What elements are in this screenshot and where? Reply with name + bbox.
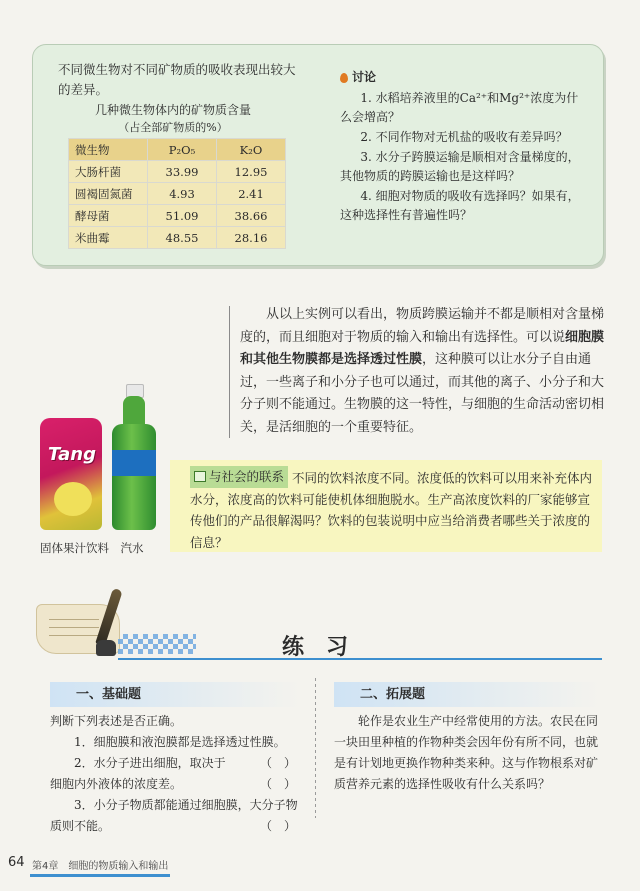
scroll-line xyxy=(49,619,99,620)
main-text-part: 从以上实例可以看出，物质跨膜运输并不都是顺相对含量梯度的，而且细胞对于物质的输入和输出有选择性。可以说 xyxy=(240,307,605,345)
discussion-question: 4. 细胞对物质的吸收有选择吗？如果有，这种选择性有普遍性吗？ xyxy=(340,189,580,222)
question-text: 3．小分子物质都能通过细胞膜，大分子物质则不能。 xyxy=(50,798,298,833)
society-body: 不同的饮料浓度不同。浓度低的饮料可以用来补充体内水分，浓度高的饮料可能使机体细胞脱水。生产高浓度饮料的厂家能够宣传他们的产品很解渴吗？饮料的包装说明中应当给消费者哪些关于浓度的信息？ xyxy=(190,470,593,550)
answer-blank[interactable]: （ ） xyxy=(259,756,296,770)
book-icon xyxy=(194,471,206,482)
table-row xyxy=(69,227,286,249)
table-cell: 米曲霉 xyxy=(69,227,148,249)
table-cell: 圆褐固氮菌 xyxy=(69,183,148,205)
table-row xyxy=(69,183,286,205)
table-cell: 38.66 xyxy=(217,205,286,227)
discussion-question: 1. 水稻培养液里的Ca²⁺和Mg²⁺浓度为什么会增高？ xyxy=(340,91,579,124)
table-caption xyxy=(58,102,288,136)
basic-heading: 一、基础题 xyxy=(50,682,300,707)
bottle-body xyxy=(112,424,156,530)
answer-blank[interactable]: （ ） xyxy=(259,777,296,791)
table-cell: 4.93 xyxy=(148,183,217,205)
question-item xyxy=(50,795,300,837)
table-row xyxy=(69,161,286,183)
question-text: 2．水分子进出细胞，取决于细胞内外液体的浓度差。 xyxy=(50,756,226,791)
table-cell: 酵母菌 xyxy=(69,205,148,227)
table-header: 微生物 xyxy=(69,139,148,161)
main-text-part: ，这种膜可以让水分子自由通过，一些离子和小分子也可以通过，而其他的离子、小分子和大分子则不能通过。生物膜的这一特性，与细胞的生命活动密切相关，是活细胞的一个重要特征。 xyxy=(240,352,605,435)
column-divider xyxy=(315,678,316,818)
drop-icon xyxy=(340,73,348,83)
image-caption: 固体果汁饮料 汽水 xyxy=(40,541,144,555)
extension-heading: 二、拓展题 xyxy=(334,682,600,707)
chapter-title: 第4章 细胞的物质输入和输出 xyxy=(32,861,169,872)
discussion-heading xyxy=(340,68,590,87)
table-header: K₂O xyxy=(217,139,286,161)
fruit-graphic xyxy=(54,482,92,516)
table-cell: 大肠杆菌 xyxy=(69,161,148,183)
scroll-line xyxy=(49,635,99,636)
exercise-title: 练习 xyxy=(281,635,370,660)
inkwell-icon xyxy=(96,640,116,656)
table-row xyxy=(69,205,286,227)
extension-question xyxy=(334,682,600,795)
table-header: P₂O₅ xyxy=(148,139,217,161)
mineral-table xyxy=(68,138,286,249)
juice-pouch-image xyxy=(40,418,102,530)
bottle-label xyxy=(112,450,156,476)
society-tag-label: 与社会的联系 xyxy=(209,469,285,484)
instruction-text: 判断下列表述是否正确。 xyxy=(50,714,183,728)
pouch-logo: Tang xyxy=(48,444,96,465)
intro-text: 不同微生物对不同矿物质的吸收表现出较大的差异。 xyxy=(58,62,296,97)
society-text xyxy=(190,466,598,553)
table-header-row xyxy=(69,139,286,161)
question-text: 1．细胞膜和液泡膜都是选择透过性膜。 xyxy=(74,735,286,749)
basic-questions xyxy=(50,682,300,837)
bottle-neck xyxy=(123,396,145,426)
table-cell: 51.09 xyxy=(148,205,217,227)
checker-pattern xyxy=(118,634,196,654)
extension-text: 轮作是农业生产中经常使用的方法。农民在同一块田里种植的作物种类会因年份有所不同，也就是有计划地更换作物种类来种。这与作物根系对矿质营养元素的选择性吸收有什么关系吗？ xyxy=(334,714,599,791)
discussion-question: 2. 不同作物对无机盐的吸收有差异吗？ xyxy=(360,130,568,144)
answer-blank[interactable]: （ ） xyxy=(259,819,296,833)
discussion-title: 讨论 xyxy=(352,70,377,84)
main-text-emphasis: 细胞膜和其他生物膜都是选择透过性膜 xyxy=(240,329,605,367)
table-subtitle: （占全部矿物质的%） xyxy=(118,121,228,134)
table-cell: 33.99 xyxy=(148,161,217,183)
table-cell: 2.41 xyxy=(217,183,286,205)
paragraph-rule xyxy=(229,306,230,438)
footer-rule xyxy=(30,874,170,877)
table-cell: 12.95 xyxy=(217,161,286,183)
discussion-section xyxy=(340,68,590,226)
table-cell: 48.55 xyxy=(148,227,217,249)
question-item xyxy=(50,732,300,770)
page-number: 64 xyxy=(8,855,25,870)
society-tag xyxy=(190,466,288,488)
soda-bottle-image xyxy=(110,384,158,530)
discussion-question: 3. 水分子跨膜运输是顺相对含量梯度的，其他物质的跨膜运输也是这样吗？ xyxy=(340,150,580,183)
table-title: 几种微生物体内的矿物质含量 xyxy=(94,103,251,117)
table-cell: 28.16 xyxy=(217,227,286,249)
main-paragraph-text xyxy=(240,304,610,439)
scroll-line xyxy=(49,627,99,628)
main-paragraph xyxy=(240,304,610,439)
